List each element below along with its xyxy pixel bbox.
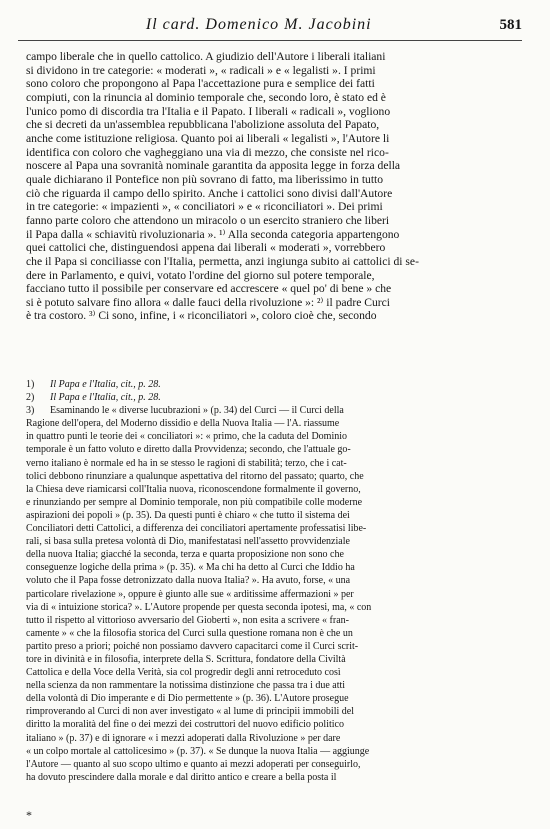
footnote-line: in quattro punti le teorie dei « conciliatori »: « primo, che la caduta del Dominio: [26, 431, 348, 443]
footnote-text: Il Papa e l'Italia, cit., p. 28.: [50, 379, 161, 390]
body-line: facciano tutto il possibile per conservare ed accrescere « quel po' di bene » che: [26, 282, 392, 296]
footnote-line: l'Autore — quanto al suo scopo ultimo e quanto ai mezzi adoperati per conseguirlo,: [26, 758, 361, 770]
body-line: in tre categorie: « impazienti », « conciliatori » e « riconciliatori ». Dei primi: [26, 200, 383, 214]
body-line: dere in Parlamento, e quivi, votato l'ordine del giorno sul potere temporale,: [26, 268, 375, 282]
footnote-line: della nuova Italia; giacché la seconda, terza e quarta proposizione non sono che: [26, 549, 344, 561]
footnote-line: tore in divinità e in filosofia, interprete della S. Scrittura, fondatore della Civiltà: [26, 653, 346, 665]
footnote-line: Conciliatori detti Cattolici, a differenza dei conciliatori apertamente professatisi libe-: [26, 523, 367, 535]
footnote-line: Ragione dell'opera, del Moderno dissidio e della Nuova Italia — l'A. riassume: [26, 418, 340, 430]
footnote-line: tutto il rispetto al vittorioso avversario del Gioberti », non esita a scrivere « fran-: [26, 614, 349, 626]
body-line: che il Papa si conciliasse con l'Italia, permetta, anzi ingiunga subito ai cattolici di se-: [26, 254, 419, 268]
footnote-line: temporale è un fatto voluto e diretto dalla Provvidenza; secondo, che l'attuale go-: [26, 444, 351, 456]
footnote-number: 2): [26, 392, 35, 404]
footnote-line: voluto che il Papa fosse detronizzato dalla nuova Italia? ». Ha avuto, forse, « una: [26, 575, 351, 587]
page-number: 581: [499, 16, 522, 33]
footnote-line: Cattolica e della Voce della Verità, sia col progredir degli anni retroceduto così: [26, 667, 341, 679]
body-line: fanno parte coloro che attendono un miracolo o un esercito straniero che liberi: [26, 213, 390, 227]
footnote-line: « un colpo mortale al cattolicesimo » (p. 37). « Se dunque la nuova Italia — aggiunge: [26, 745, 370, 757]
footnote-line: verno italiano è normale ed ha in se stesso le ragioni di stabilità; terzo, che i cat-: [26, 457, 347, 469]
footnote-line: ha dovuto prescindere dalla morale e dal diritto antico e creare a bella posta il: [26, 771, 337, 783]
footnote-number: 1): [26, 379, 35, 390]
footnote-line: conseguenze logiche della prima » (p. 35). « Ma chi ha detto al Curci che Iddio ha: [26, 562, 355, 574]
body-line: si dividono in tre categorie: « moderati », « radicali » e « legalisti ». I primi: [26, 63, 376, 77]
body-line: il Papa dalla « schiavitù rivoluzionaria ». ¹⁾ Alla seconda categoria appartengono: [26, 227, 400, 241]
footnote-line: la Chiesa deve riamicarsi coll'Italia nuova, riconoscendone formalmente il governo,: [26, 483, 361, 495]
body-line: che si decreti da un'assemblea repubblicana l'abolizione assoluta del Papato,: [26, 118, 380, 132]
body-line: noscere al Papa una sovranità nominale garantita da apposita legge in forza della: [26, 159, 401, 173]
body-line: l'unico pomo di discordia tra l'Italia e il Papato. I liberali « radicali », vogliono: [26, 104, 391, 118]
body-line: campo liberale che in quello cattolico. A giudizio dell'Autore i liberali italiani: [26, 50, 386, 63]
footnote-1: [26, 378, 522, 391]
body-line: identifica con coloro che vagheggiano una via di mezzo, che consiste nel rico-: [26, 145, 389, 159]
body-line: è tra costoro. ³⁾ Ci sono, infine, i « riconciliatori », coloro cioè che, secondo: [26, 309, 377, 323]
footnote-3: [26, 404, 522, 784]
footnote-line: e rinunziando per sempre al Dominio temporale, non più compatibile colle moderne: [26, 496, 363, 508]
footnote-text: Il Papa e l'Italia, cit., p. 28.: [50, 392, 161, 404]
body-line: quale dichiarano il Pontefice non più sovrano di fatto, ma liberissimo in tutto: [26, 172, 384, 186]
footnote-line: rimproverando al Curci di non aver investigato « al lume di principii immobili del: [26, 706, 354, 718]
footnote-line: diritto la moralità del fine o dei mezzi dei costruttori del nuovo edificio politico: [26, 719, 344, 731]
footnote-line: camente » « che la filosofia storica del Curci sulla questione romana non è che un: [26, 627, 353, 639]
footnotes: [26, 378, 522, 784]
footnote-line: italiano » (p. 37) e di ignorare « i mezzi adoperati dalla Rivoluzione » per dare: [26, 732, 341, 744]
body-line: anche come istituzione religiosa. Quanto poi ai liberali « legalisti », l'Autore li: [26, 131, 390, 145]
footnote-line: tolici debbono rinunziare a qualunque aspettativa del ritorno del passato; quarto, che: [26, 470, 364, 482]
footnote-text: Esaminando le « diverse lucubrazioni » (p. 34) del Curci — il Curci della: [50, 405, 344, 417]
running-header: [18, 10, 522, 41]
body-line: quei cattolici che, distinguendosi appena dai liberali « moderati », vorrebbero: [26, 241, 386, 255]
bottom-asterisk: *: [26, 808, 32, 822]
body-line: sono coloro che propongono al Papa l'accettazione pura e semplice dei fatti: [26, 77, 375, 91]
running-title: Il card. Domenico M. Jacobini: [145, 16, 372, 33]
footnote-line: partito preso a priori; poiché non possiamo davvero capacitarci come il Curci scrit-: [26, 640, 359, 652]
footnote-line: aspirazioni dei popoli » (p. 35). Da questi punti è chiaro « che tutto il sistema dei: [26, 509, 350, 521]
footnote-number: 3): [26, 405, 35, 417]
body-line: ciò che riguarda il campo dello spirito. Anche i cattolici sono divisi dall'Autore: [26, 186, 393, 200]
footnote-line: rali, si basa sulla pretesa volontà di Dio, manifestatasi nell'assetto provvidenziale: [26, 536, 350, 548]
footnote-line: via di « intuizione storica? ». L'Autore propende per questa seconda ipotesi, ma, « con: [26, 601, 372, 613]
footnote-2: [26, 391, 522, 404]
footnote-line: [26, 404, 522, 417]
body-line: compiuti, con la rinuncia al dominio temporale che, secondo loro, è stato ed è: [26, 90, 386, 104]
footnote-line: nella scienza da non rammentare la notissima distinzione che passa tra i due atti: [26, 680, 346, 692]
body-text: [26, 50, 522, 323]
footnote-line: della volontà di Dio imperante e di Dio permettente » (p. 36). L'Autore prosegue: [26, 693, 349, 705]
footnote-line: particolare rivelazione », oppure è giunto alle sue « arditissime affermazioni » per: [26, 588, 354, 600]
body-line: si è potuto salvare fino allora « dalle fauci della rivoluzione »: ²⁾ il padre Curci: [26, 295, 390, 309]
